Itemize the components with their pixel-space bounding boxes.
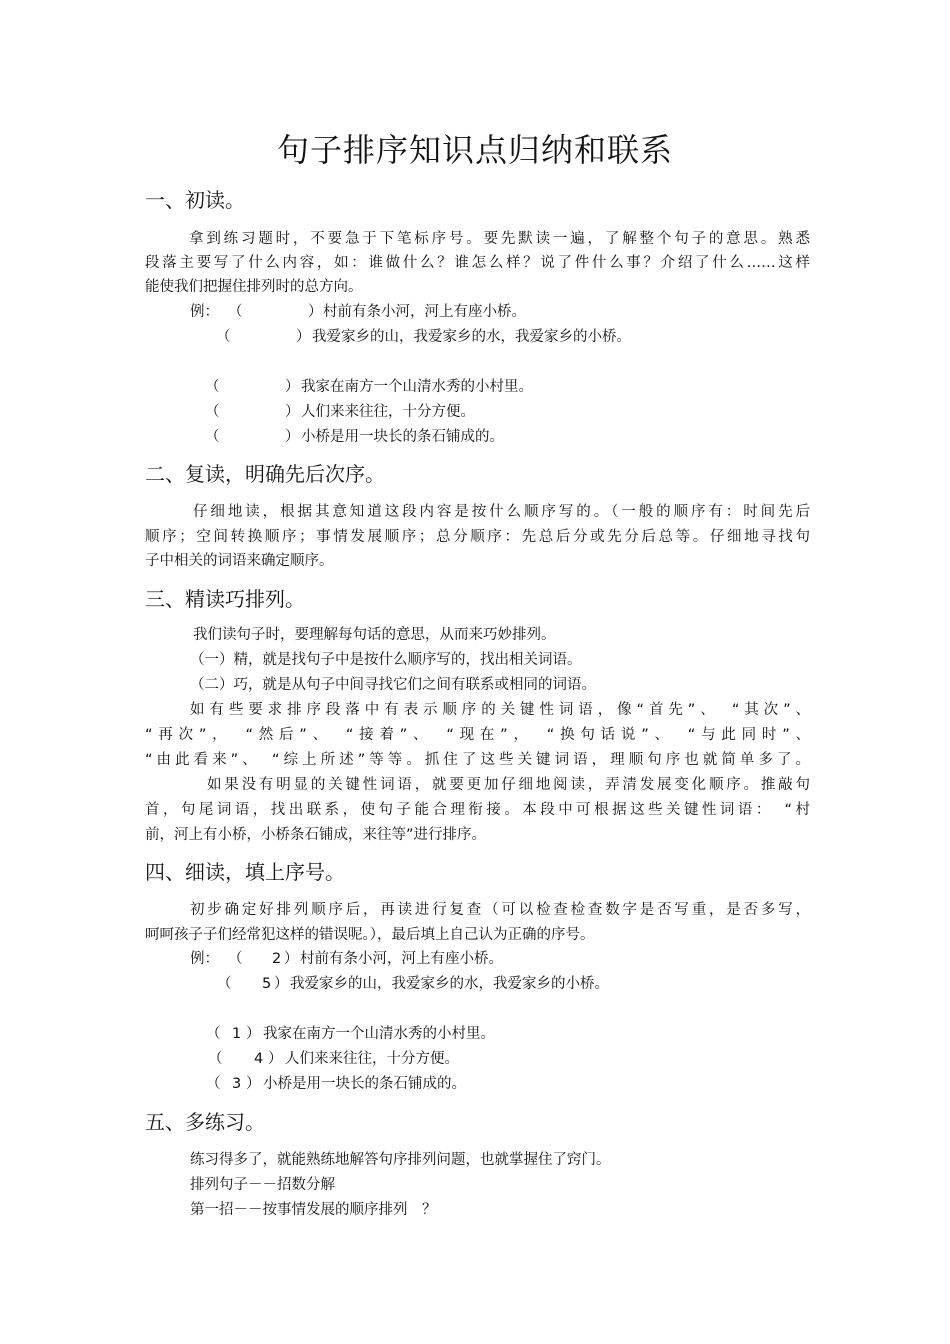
s3-line: 我们读句子时，要理解每句话的意思，从而来巧妙排列。 [193,627,556,643]
s3-line: 如有些要求排序段落中有表示顺序的关键性词语，像“首先”、 “其次”、 [190,702,810,718]
s1-example-open-paren: （ [205,429,220,445]
s4-example-sentence: 小桥是用一块长的条石铺成的。 [263,1076,466,1092]
s4-example-close-paren: ） [284,951,299,967]
s2-paragraph-line: 顺序；空间转换顺序；事情发展顺序；总分顺序：先总后分或先分后总等。仔细地寻找句 [145,529,810,545]
s1-example-sentence: 人们来来往往，十分方便。 [301,404,475,420]
s3-line: （二）巧，就是从句子中间寻找它们之间有联系或相同的词语。 [190,677,596,693]
s4-example-sentence: 村前有条小河，河上有座小桥。 [300,951,503,967]
s1-example-close-paren: ） [296,329,311,345]
s3-line: 首，句尾词语，找出联系，使句子能合理衔接。本段中可根据这些关键性词语： “村 [145,802,810,818]
s1-example-label: 例： [190,304,219,320]
s1-paragraph-line: 段落主要写了什么内容，如：谁做什么？谁怎么样？说了件什么事？介绍了什么……这样 [145,255,810,271]
s4-example-number: 2 [272,951,282,967]
section-4-heading: 四、细读，填上序号。 [145,860,345,884]
s4-example-number: 4 [254,1051,264,1067]
s1-example-close-paren: ） [285,429,300,445]
s4-example-close-paren: ） [274,976,289,992]
s5-line: 练习得多了，就能熟练地解答句序排列问题，也就掌握住了窍门。 [190,1152,611,1168]
s4-paragraph-line: 初步确定好排列顺序后，再读进行复查（可以检查检查数字是否写重，是否多写， [190,902,810,918]
s1-paragraph-line: 能使我们把握住排列时的总方向。 [145,279,363,295]
s4-example-close-paren: ） [246,1026,261,1042]
s3-line: （一）精，就是找句子中是按什么顺序写的，找出相关词语。 [190,652,582,668]
s5-line: 第一招－－按事情发展的顺序排列 ？ [190,1202,437,1218]
s1-example-open-paren: （ [205,379,220,395]
s3-line: 前，河上有小桥，小桥条石铺成，来往等”进行排序。 [145,827,487,843]
s1-example-sentence: 小桥是用一块长的条石铺成的。 [301,429,504,445]
section-2-heading: 二、复读，明确先后次序。 [145,462,385,486]
s4-example-sentence: 我家在南方一个山清水秀的小村里。 [263,1026,495,1042]
s1-example-sentence: 我家在南方一个山清水秀的小村里。 [301,379,533,395]
s1-example-close-paren: ） [308,304,323,320]
s4-example-open-paren: （ [208,1051,223,1067]
s4-example-open-paren: （ [206,1076,221,1092]
s4-example-number: 3 [232,1076,242,1092]
s3-line: 如果没有明显的关键性词语，就要更加仔细地阅读，弄清发展变化顺序。推敲句 [207,777,810,793]
s3-line: “由此看来”、 “综上所述”等等。抓住了这些关键词语，理顺句序也就简单多了。 [145,752,810,768]
s5-line: 排列句子－－招数分解 [190,1177,335,1193]
section-1-heading: 一、初读。 [145,188,245,212]
s1-example-close-paren: ） [285,404,300,420]
section-3-heading: 三、精读巧排列。 [145,587,305,611]
s1-example-open-paren: （ [216,329,231,345]
s4-example-open-paren: （ [217,976,232,992]
s4-example-sentence: 人们来来往往，十分方便。 [285,1051,459,1067]
s4-paragraph-line: 呵呵孩子子们经常犯这样的错误呢。），最后填上自己认为正确的序号。 [145,927,595,943]
s3-line: “再次”， “然后”、 “接着”、 “现在”， “换句话说”、 “与此同时”、 [145,727,810,743]
s4-example-open-paren: （ [206,1026,221,1042]
s1-example-sentence: 村前有条小河，河上有座小桥。 [323,304,526,320]
s2-paragraph-line: 子中相关的词语来确定顺序。 [145,553,334,569]
s1-example-sentence: 我爱家乡的山，我爱家乡的水，我爱家乡的小桥。 [312,329,631,345]
s1-example-open-paren: （ [205,404,220,420]
s1-example-open-paren: （ [228,304,243,320]
s4-example-label: 例： [190,951,219,967]
s4-example-number: 1 [232,1026,242,1042]
s4-example-open-paren: （ [228,951,243,967]
s4-example-sentence: 我爱家乡的山，我爱家乡的水，我爱家乡的小桥。 [290,976,609,992]
document-title: 句子排序知识点归纳和联系 [276,131,673,169]
s1-paragraph-line: 拿到练习题时，不要急于下笔标序号。要先默读一遍，了解整个句子的意思。熟悉 [189,231,810,247]
s4-example-number: 5 [262,976,272,992]
s4-example-close-paren: ） [268,1051,283,1067]
s1-example-close-paren: ） [285,379,300,395]
section-5-heading: 五、多练习。 [145,1110,265,1134]
s4-example-close-paren: ） [246,1076,261,1092]
s2-paragraph-line: 仔细地读，根据其意知道这段内容是按什么顺序写的。（一般的顺序有：时间先后 [193,504,810,520]
